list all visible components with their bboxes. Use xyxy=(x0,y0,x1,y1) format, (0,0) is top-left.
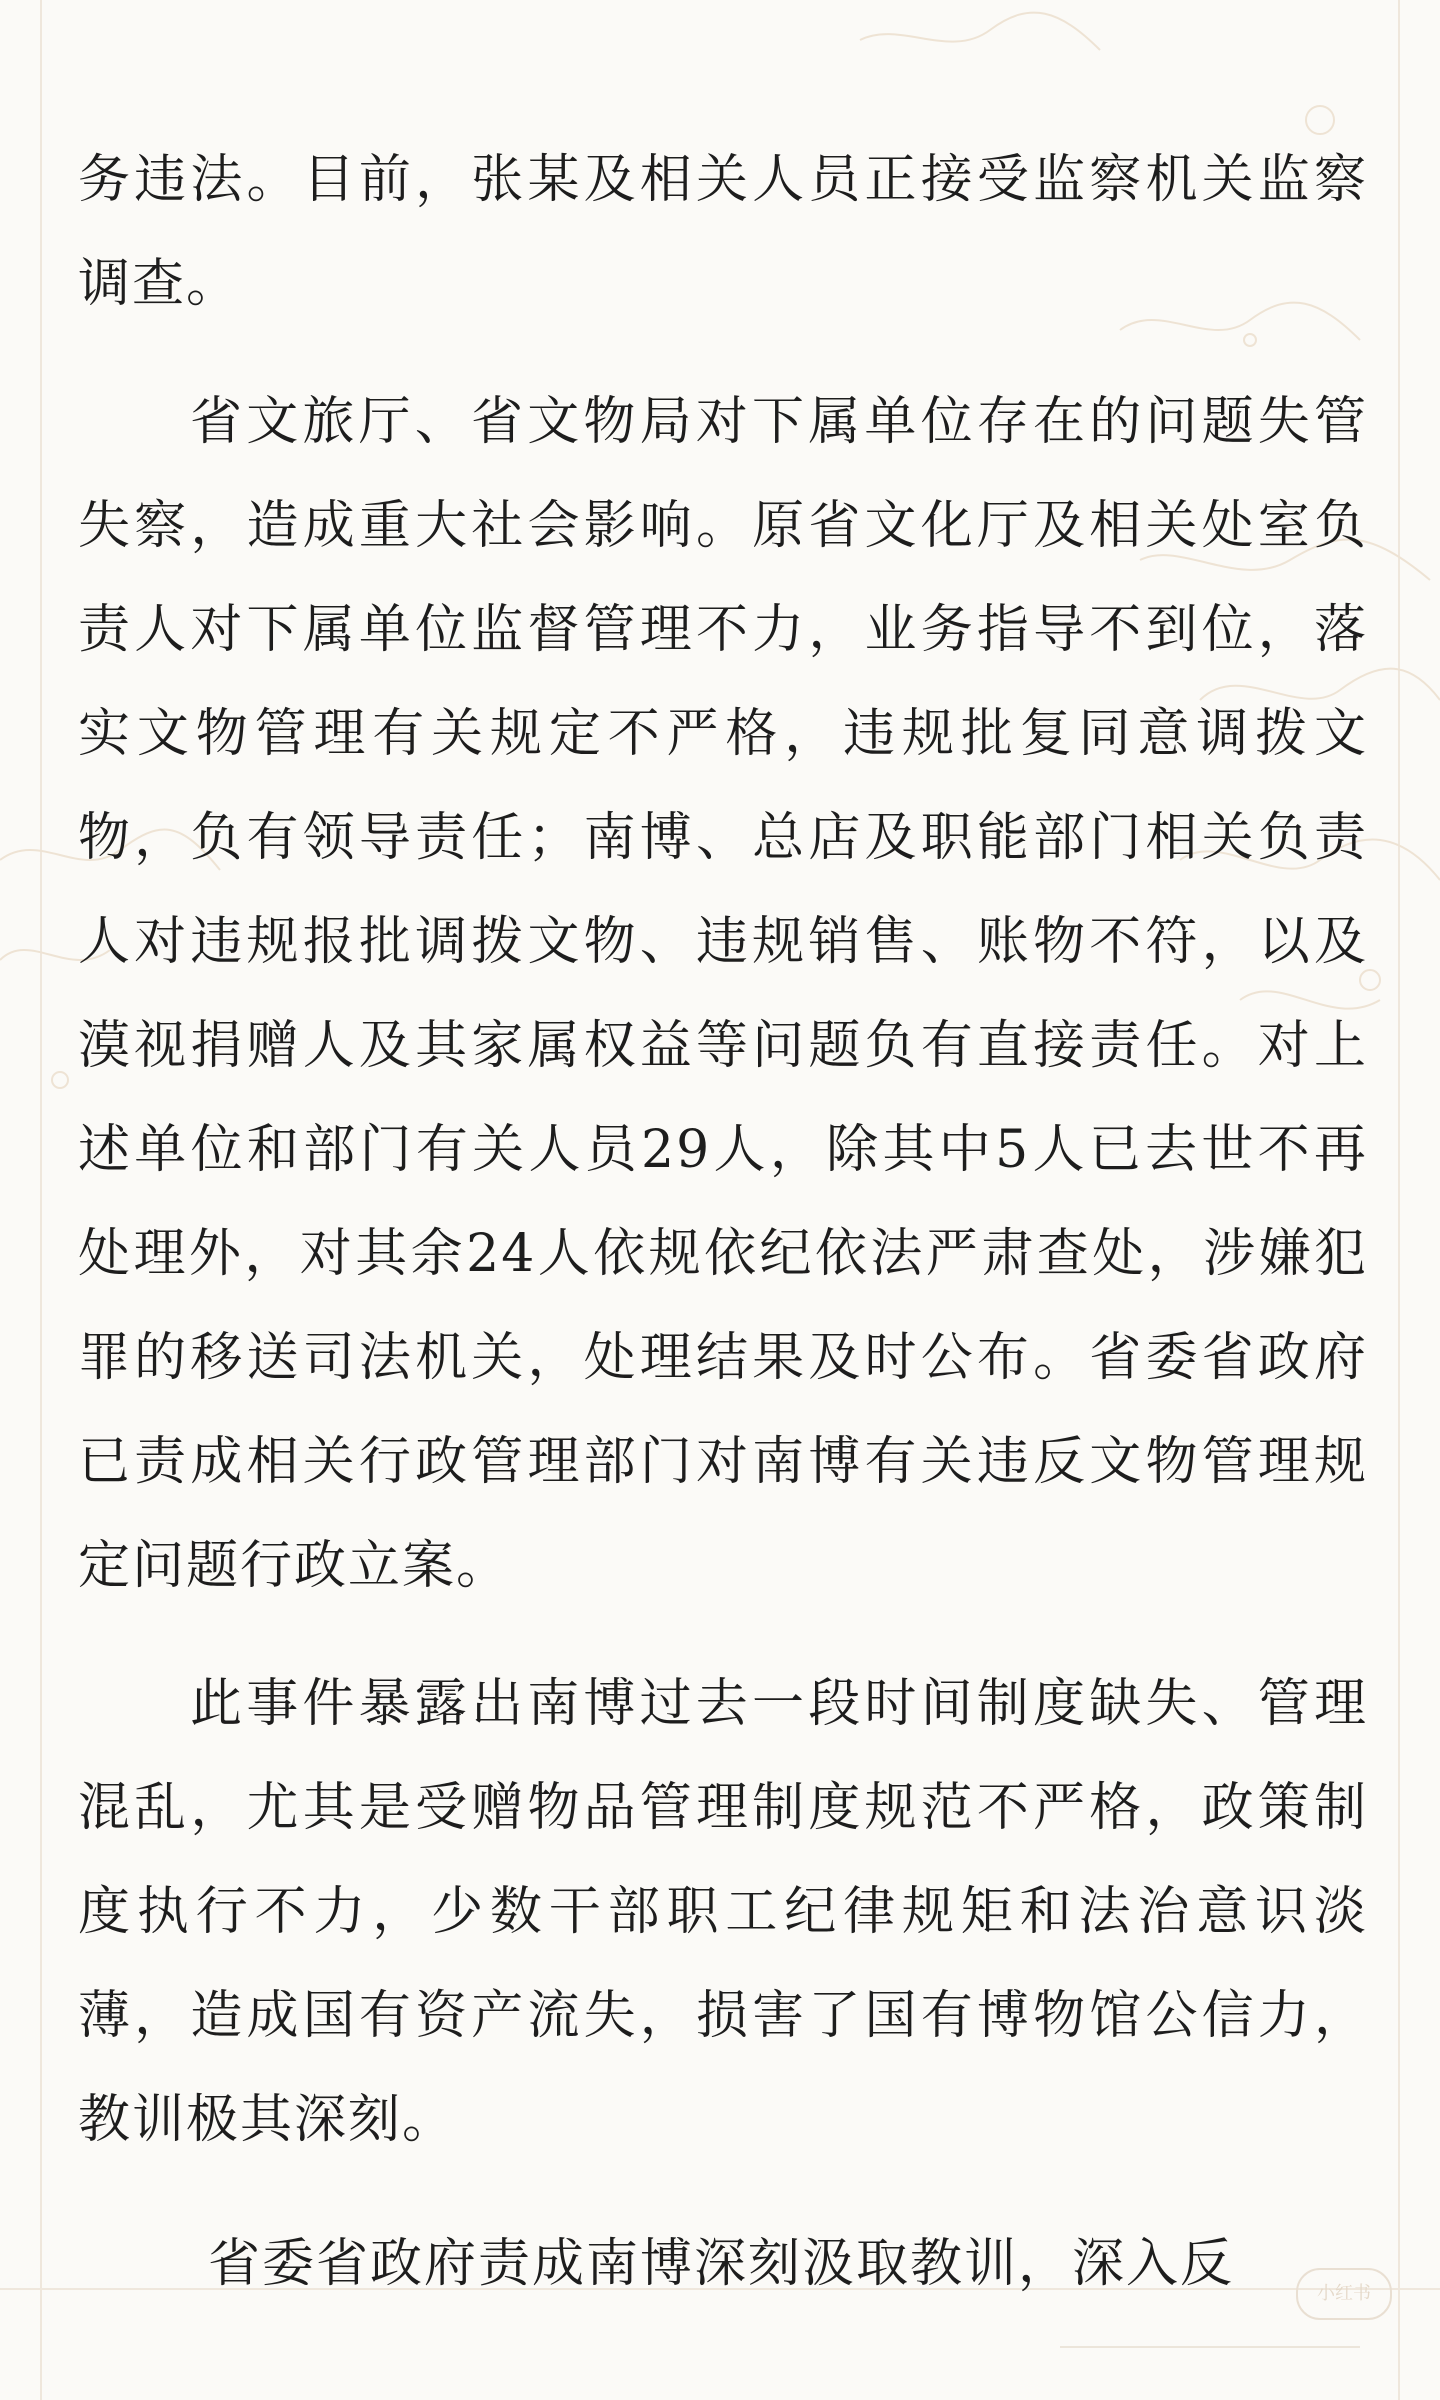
article-body xyxy=(78,128,1368,2350)
xiaohongshu-watermark-logo: 小红书 xyxy=(1296,2268,1392,2320)
paragraph-3: 此事件暴露出南博过去一段时间制度缺失、管理混乱，尤其是受赠物品管理制度规范不严格，政策制度执行不力，少数干部职工纪律规矩和法治意识淡薄，造成国有资产流失，损害了国有博物馆公信力，教训极其深刻。 xyxy=(78,1674,1368,2150)
watermark-underline xyxy=(1060,2346,1360,2348)
paragraph-4: 省委省政府责成南博深刻汲取教训，深入反 xyxy=(208,2234,1235,2294)
margin-rule-left xyxy=(40,0,42,2400)
paragraph-1: 务违法。目前，张某及相关人员正接受监察机关监察调查。 xyxy=(78,150,1368,314)
paragraph-2: 省文旅厅、省文物局对下属单位存在的问题失管失察，造成重大社会影响。原省文化厅及相关处室负责人对下属单位监督管理不力，业务指导不到位，落实文物管理有关规定不严格，违规批复同意调拨文物，负有领导责任；南博、总店及职能部门相关负责人对违规报批调拨文物、违规销售、账物不符，以及漠视捐赠人及其家属权益等问题负有直接责任。对上述单位和部门有关人员29人，除其中5人已去世不再处理外，对其余24人依规依纪依法严肃查处，涉嫌犯罪的移送司法机关，处理结果及时公布。省委省政府已责成相关行政管理部门对南博有关违反文物管理规定问题行政立案。 xyxy=(78,392,1368,1596)
margin-rule-right xyxy=(1398,0,1400,2400)
